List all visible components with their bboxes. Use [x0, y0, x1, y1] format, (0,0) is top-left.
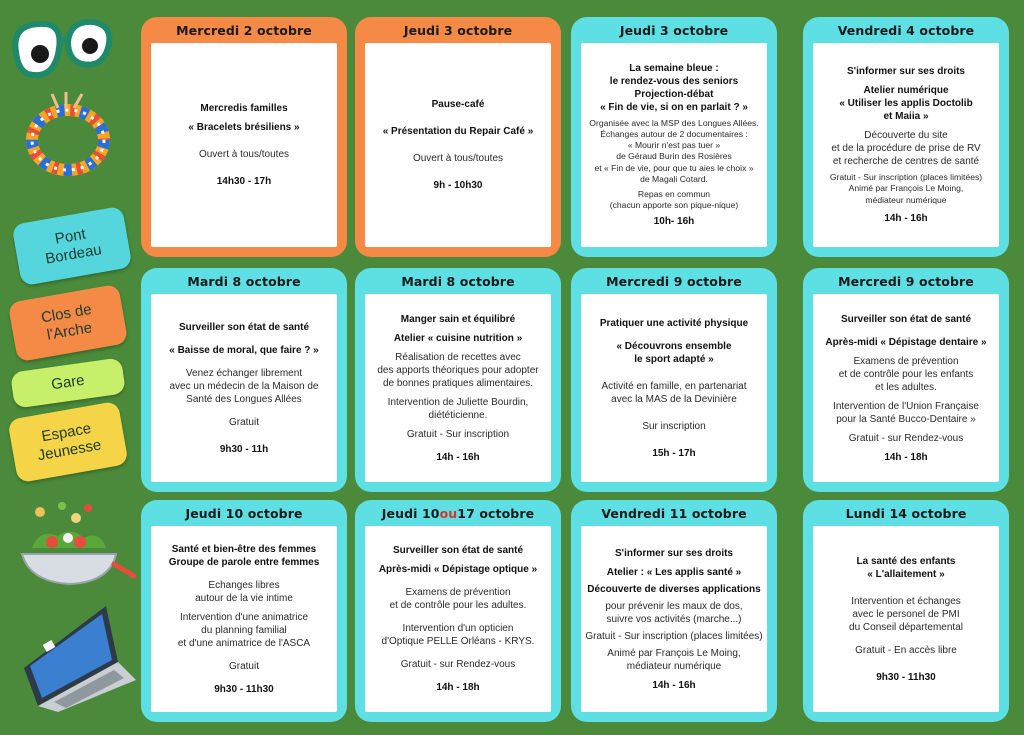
event-audience: Ouvert à tous/toutes	[412, 153, 504, 164]
card-date: Jeudi 10 octobre	[185, 505, 303, 521]
event-subtitle: « Présentation du Repair Café »	[382, 126, 534, 137]
tag-clos-arche: Clos de l'Arche	[8, 284, 129, 363]
event-card-jeudi-3-octobre-seniors	[571, 17, 777, 257]
event-subtitle: Echanges libres autour de la vie intime	[195, 579, 293, 604]
event-card-mercredi-9-octobre-dentaire	[803, 268, 1009, 492]
event-title: S'informer sur ses droits	[615, 547, 733, 559]
event-audience: Ouvert à tous/toutes	[198, 149, 290, 160]
event-price: Gratuit - Sur inscription	[406, 428, 510, 440]
event-card-jeudi-10-octobre-femmes	[141, 500, 347, 722]
event-description: pour prévenir les maux de dos, suivre vos activités (marche...)	[605, 600, 743, 625]
event-time: 9h30 - 11h	[219, 443, 269, 455]
event-title: Manger sain et équilibré	[400, 313, 516, 325]
event-description: Réalisation de recettes avec des apports théoriques pour adopter de bonnes pratiques alimentaires.	[377, 351, 539, 389]
event-subtitle: « Bracelets brésiliens »	[188, 122, 300, 133]
card-date: Jeudi 3 octobre	[619, 22, 729, 38]
event-topic: Découverte de diverses applications	[587, 583, 761, 595]
event-card-jeudi-10-17-octobre-optique	[355, 500, 561, 722]
event-title: Surveiller son état de santé	[392, 545, 524, 556]
card-date: Mercredi 9 octobre	[838, 273, 974, 289]
event-time: 14h - 18h	[436, 682, 480, 693]
salad-bowl-icon	[10, 498, 136, 594]
event-title: La santé des enfants « L'allaitement »	[856, 555, 956, 580]
event-title: Pause-café	[431, 99, 485, 110]
event-title: Pratiquer une activité physique	[599, 317, 749, 329]
event-description: Découverte du site et de la procédure de prise de RV et recherche de centres de santé	[831, 130, 981, 168]
event-price: Gratuit - Sur inscription (places limitées)	[585, 630, 763, 642]
event-title: Santé et bien-être des femmes Groupe de parole entre femmes	[168, 543, 320, 568]
event-card-vendredi-11-octobre	[571, 500, 777, 722]
tag-pont-bordeau: Pont Bordeau	[11, 206, 132, 287]
card-date: Vendredi 11 octobre	[601, 505, 747, 521]
event-card-mardi-8-octobre-cuisine	[355, 268, 561, 492]
event-subtitle: « Baisse de moral, que faire ? »	[169, 344, 319, 356]
event-description: Activité en famille, en partenariat avec la MAS de la Devinière	[601, 380, 747, 405]
card-date-end: 17 octobre	[457, 505, 535, 521]
event-card-vendredi-4-octobre	[803, 17, 1009, 257]
card-date: Mercredi 2 octobre	[176, 22, 312, 38]
event-time: 14h - 16h	[652, 679, 696, 691]
event-subtitle: Atelier : « Les applis santé »	[606, 566, 742, 578]
event-time: 14h - 16h	[436, 451, 480, 463]
event-meal: Repas en commun (chacun apporte son pique-nique)	[609, 188, 739, 211]
event-subtitle: Après-midi « Dépistage optique »	[378, 564, 538, 575]
sidebar	[0, 0, 140, 735]
card-date: Lundi 14 octobre	[845, 505, 967, 521]
event-subtitle: Projection-débat « Fin de vie, si on en parlait ? »	[600, 88, 748, 113]
event-card-lundi-14-octobre	[803, 500, 1009, 722]
card-date: Mardi 8 octobre	[401, 273, 515, 289]
bracelet-icon	[18, 88, 118, 183]
event-description: Organisée avec la MSP des Longues Allées. Échanges autour de 2 documentaires : « Mourir n'est pas tuer » de Géraud Burin des Rosières et « Fin de vie, pour que tu aies le choix » de Magali Cotard.	[589, 117, 759, 184]
event-time: 14h - 18h	[884, 451, 928, 463]
event-title: Mercredis familles	[200, 103, 288, 114]
event-card-jeudi-3-octobre-cafe	[355, 17, 561, 257]
event-time: 14h - 16h	[884, 212, 928, 224]
event-time: 14h30 - 17h	[216, 176, 272, 187]
event-speaker: Intervention de Juliette Bourdin, diététicienne.	[387, 396, 529, 421]
event-title: La semaine bleue : le rendez-vous des seniors	[609, 62, 739, 87]
card-date	[365, 500, 551, 526]
glasses-icon	[6, 12, 116, 82]
event-title: Surveiller son état de santé	[840, 313, 972, 325]
event-price: Gratuit	[228, 660, 259, 672]
event-time: 15h - 17h	[652, 447, 696, 459]
event-registration: Sur inscription	[642, 420, 706, 432]
laptop-icon	[14, 602, 138, 712]
card-date: Mercredi 9 octobre	[606, 273, 742, 289]
card-date: Mardi 8 octobre	[187, 273, 301, 289]
event-card-mercredi-9-octobre-sport	[571, 268, 777, 492]
event-card-mardi-8-octobre-moral	[141, 268, 347, 492]
event-price: Gratuit - sur Rendez-vous	[848, 432, 964, 444]
event-title: S'informer sur ses droits	[847, 66, 965, 78]
event-subtitle: Atelier « cuisine nutrition »	[393, 332, 523, 344]
card-date-or: ou	[439, 505, 458, 521]
event-subtitle: Atelier numérique « Utiliser les applis Doctolib et Maiia »	[839, 85, 973, 123]
event-speaker: Intervention d'une animatrice du planning familial et d'une animatrice de l'ASCA	[177, 611, 311, 649]
event-subtitle: « Découvrons ensemble le sport adapté »	[616, 340, 732, 365]
event-time: 10h- 16h	[653, 216, 695, 228]
event-speaker: Intervention de l'Union Française pour la Santé Bucco-Dentaire »	[833, 400, 979, 425]
event-price: Gratuit - sur Rendez-vous	[400, 659, 516, 670]
event-speaker: Animé par François Le Moing, médiateur numérique	[607, 647, 741, 672]
event-speaker: Intervention d'un opticien d'Optique PELLE Orléans - KRYS.	[381, 623, 535, 647]
event-time: 9h30 - 11h30	[214, 683, 274, 695]
event-price: Gratuit	[228, 416, 259, 428]
event-description: Examens de prévention et de contrôle pour les enfants et les adultes.	[838, 355, 974, 393]
card-date: Jeudi 3 octobre	[403, 22, 513, 38]
tag-gare: Gare	[10, 357, 126, 408]
event-description: Intervention et échanges avec le personel de PMI du Conseil départemental	[849, 595, 963, 633]
event-description: Examens de prévention et de contrôle pour les adultes.	[389, 587, 527, 611]
event-card-mercredi-2-octobre	[141, 17, 347, 257]
event-info: Gratuit - Sur inscription (places limitées) Animé par François Le Moing, médiateur numérique	[829, 172, 983, 205]
card-date-start: Jeudi 10	[381, 505, 440, 521]
event-subtitle: Après-midi « Dépistage dentaire »	[825, 336, 987, 348]
card-date: Vendredi 4 octobre	[837, 22, 975, 38]
event-price: Gratuit - En accès libre	[855, 644, 957, 656]
event-title: Surveiller son état de santé	[178, 321, 310, 333]
event-time: 9h30 - 11h30	[876, 671, 936, 683]
event-description: Venez échanger librement avec un médecin de la Maison de Santé des Longues Allées	[169, 367, 319, 405]
event-time: 9h - 10h30	[433, 180, 483, 191]
tag-espace-jeunesse: Espace Jeunesse	[7, 401, 128, 483]
